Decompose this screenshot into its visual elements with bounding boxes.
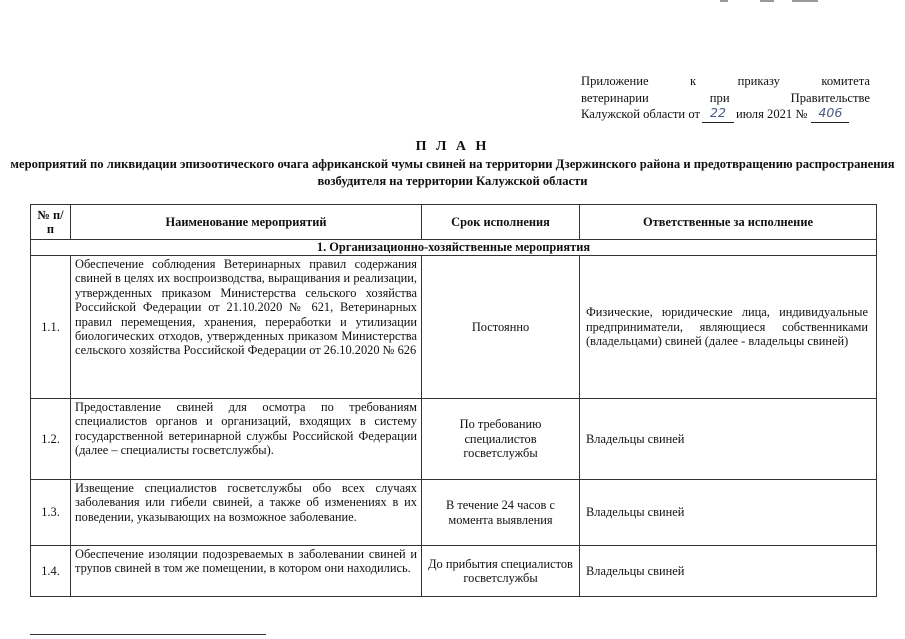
row-term: До прибытия специалистов госветслужбы <box>422 546 580 597</box>
table-row <box>31 256 877 399</box>
row-num: 1.2. <box>31 399 71 480</box>
handwritten-day: 22 <box>702 106 734 123</box>
row-term: По требованию специалистов госветслужбы <box>422 399 580 480</box>
document-subtitle: мероприятий по ликвидации эпизоотического очага африканской чумы свиней на территории Дзержинского района и предотвращению распространения возбудителя на территории Калужской области <box>10 157 895 188</box>
row-name: Обеспечение изоляции подозреваемых в заболевании свиней и трупов свиней в том же помещении, в котором они находились. <box>71 546 422 597</box>
row-num: 1.1. <box>31 256 71 399</box>
row-term: В течение 24 часов с момента выявления <box>422 480 580 546</box>
header-name: Наименование мероприятий <box>71 205 422 240</box>
table-row <box>31 480 877 546</box>
row-name: Обеспечение соблюдения Ветеринарных правил содержания свиней в целях их воспроизводства, выращивания и реализации, утвержденных приказом Министерства сельского хозяйства Российской Федерации от 21.10.2020 № 621, Ветеринарных правил перемещения, хранения, переработки и утилизации биологических отходов, утвержденных приказом Министерства сельского хозяйства Российской Федерации от 26.10.2020 № 626 <box>71 256 422 399</box>
row-num: 1.3. <box>31 480 71 546</box>
row-name: Предоставление свиней для осмотра по требованиям специалистов органов и организаций, входящих в систему государственной ветеринарной службы Российской Федерации (далее – специалисты госветслужбы). <box>71 399 422 480</box>
appendix-block <box>581 73 870 123</box>
row-name: Извещение специалистов госветслужбы обо всех случаях заболевания или гибели свиней, а также об изменениях в их поведении, указывающих на возможное заболевание. <box>71 480 422 546</box>
row-responsible: Физические, юридические лица, индивидуальные предприниматели, являющиеся собственниками (владельцами) свиней (далее - владельцы свиней) <box>580 256 877 399</box>
handwritten-order-number: 406 <box>811 106 849 123</box>
row-responsible: Владельцы свиней <box>580 546 877 597</box>
table-header-row <box>31 205 877 240</box>
section-row <box>31 240 877 256</box>
table-row <box>31 399 877 480</box>
appendix-line-3: Калужской области от 22 июля 2021 № 406 <box>581 106 870 123</box>
header-num: № п/п <box>31 205 71 240</box>
section-title: 1. Организационно-хозяйственные мероприятия <box>31 240 877 256</box>
plan-table <box>30 204 877 597</box>
appendix-line-2: ветеринарии при Правительстве <box>581 90 870 105</box>
appendix-line-1: Приложение к приказу комитета <box>581 74 870 88</box>
row-term: Постоянно <box>422 256 580 399</box>
row-responsible: Владельцы свиней <box>580 399 877 480</box>
header-responsible: Ответственные за исполнение <box>580 205 877 240</box>
row-num: 1.4. <box>31 546 71 597</box>
header-term: Срок исполнения <box>422 205 580 240</box>
scan-edge-marks <box>700 0 830 3</box>
table-row <box>31 546 877 597</box>
footnote-separator <box>30 634 266 635</box>
document-title: П Л А Н <box>415 139 490 154</box>
row-responsible: Владельцы свиней <box>580 480 877 546</box>
